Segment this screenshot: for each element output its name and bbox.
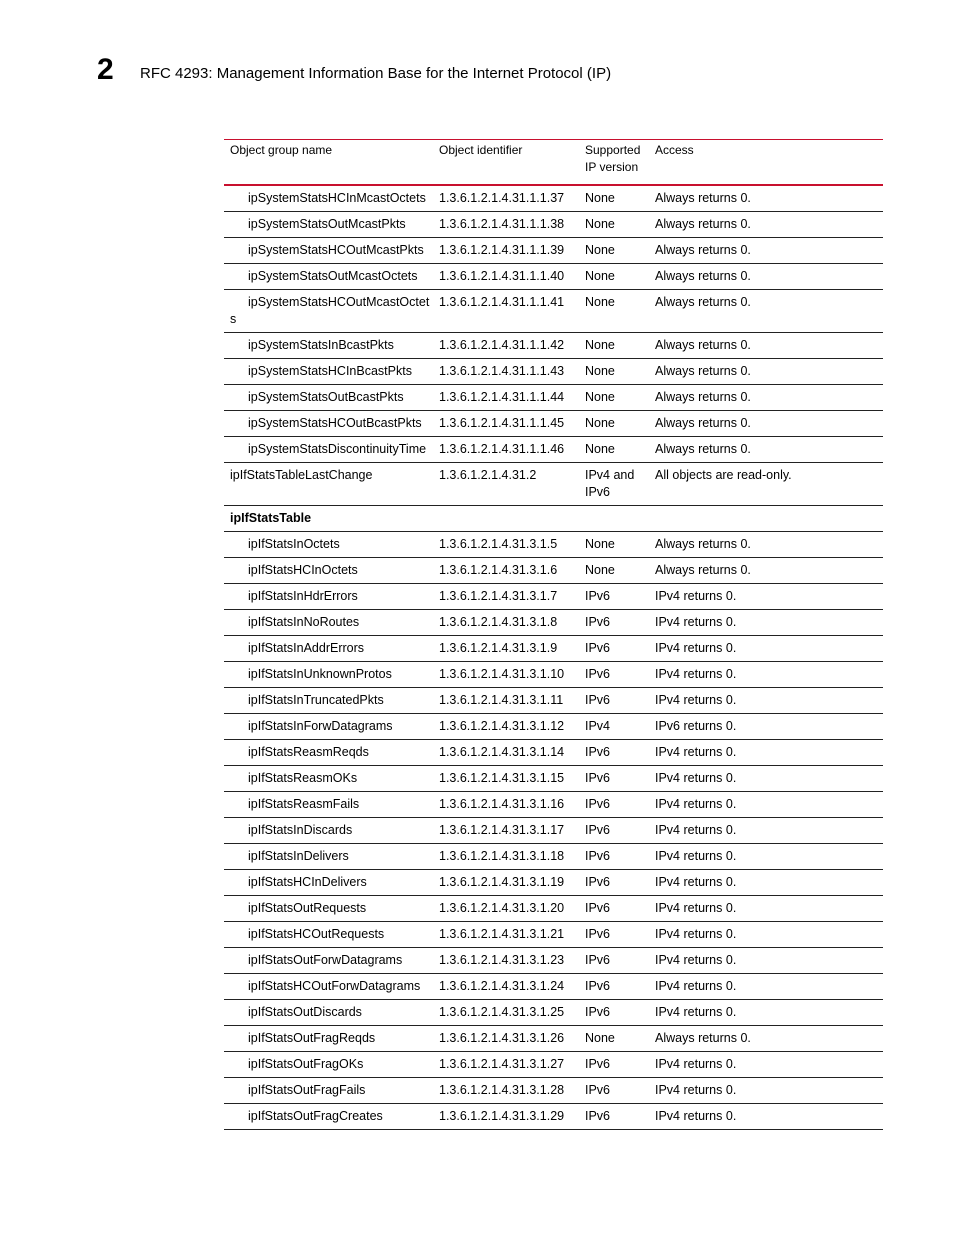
ip-version: None: [579, 385, 649, 411]
table-row: [224, 532, 883, 558]
table-row: [224, 385, 883, 411]
object-identifier: 1.3.6.1.2.1.4.31.3.1.15: [433, 766, 579, 792]
object-identifier: 1.3.6.1.2.1.4.31.3.1.28: [433, 1078, 579, 1104]
object-identifier: 1.3.6.1.2.1.4.31.1.1.45: [433, 411, 579, 437]
object-name: ipSystemStatsHCInMcastOctets: [224, 185, 433, 212]
column-header-ip-version-line2: IP version: [585, 160, 639, 174]
object-name: ipSystemStatsOutBcastPkts: [224, 385, 433, 411]
ip-version: IPv6: [579, 818, 649, 844]
access-text: All objects are read-only.: [649, 463, 883, 506]
table-row: [224, 844, 883, 870]
table-row-group: [224, 463, 883, 506]
object-name: ipSystemStatsOutMcastPkts: [224, 212, 433, 238]
table-section-row: [224, 506, 883, 532]
mib-object-table: [224, 139, 883, 1130]
object-name: ipIfStatsHCOutRequests: [224, 922, 433, 948]
object-name: ipIfStatsInTruncatedPkts: [224, 688, 433, 714]
ip-version: None: [579, 1026, 649, 1052]
object-name: ipIfStatsOutDiscards: [224, 1000, 433, 1026]
access-text: IPv4 returns 0.: [649, 818, 883, 844]
access-text: Always returns 0.: [649, 185, 883, 212]
table-row: [224, 185, 883, 212]
access-text: IPv4 returns 0.: [649, 688, 883, 714]
ip-version: IPv6: [579, 974, 649, 1000]
table-row: [224, 896, 883, 922]
access-text: IPv4 returns 0.: [649, 610, 883, 636]
table-row: [224, 688, 883, 714]
ip-version: IPv6: [579, 870, 649, 896]
object-name: ipSystemStatsHCInBcastPkts: [224, 359, 433, 385]
object-name: ipIfStatsInNoRoutes: [224, 610, 433, 636]
table-row: [224, 290, 883, 333]
table-row: [224, 714, 883, 740]
object-identifier: 1.3.6.1.2.1.4.31.1.1.42: [433, 333, 579, 359]
ip-version: IPv6: [579, 662, 649, 688]
object-name: ipIfStatsOutForwDatagrams: [224, 948, 433, 974]
table-row: [224, 818, 883, 844]
ip-version: None: [579, 238, 649, 264]
object-name: ipIfStatsInHdrErrors: [224, 584, 433, 610]
table-row: [224, 437, 883, 463]
ip-version: IPv6: [579, 610, 649, 636]
ip-version: None: [579, 185, 649, 212]
access-text: IPv4 returns 0.: [649, 662, 883, 688]
access-text: IPv4 returns 0.: [649, 584, 883, 610]
object-name: ipIfStatsInDiscards: [224, 818, 433, 844]
access-text: IPv4 returns 0.: [649, 766, 883, 792]
object-identifier: 1.3.6.1.2.1.4.31.1.1.43: [433, 359, 579, 385]
access-text: IPv4 returns 0.: [649, 636, 883, 662]
object-name: ipSystemStatsHCOutMcastPkts: [224, 238, 433, 264]
access-text: Always returns 0.: [649, 411, 883, 437]
access-text: IPv4 returns 0.: [649, 896, 883, 922]
object-identifier: 1.3.6.1.2.1.4.31.3.1.26: [433, 1026, 579, 1052]
object-name: ipIfStatsTableLastChange: [224, 463, 433, 506]
table-row: [224, 792, 883, 818]
table-row: [224, 1104, 883, 1130]
table-row: [224, 922, 883, 948]
table-body-ipifstats: [224, 532, 883, 1130]
object-name: [224, 290, 433, 333]
object-name: ipSystemStatsOutMcastOctets: [224, 264, 433, 290]
ip-version: None: [579, 264, 649, 290]
ip-version: IPv6: [579, 1000, 649, 1026]
object-name-line2: s: [230, 312, 237, 326]
object-identifier: 1.3.6.1.2.1.4.31.1.1.37: [433, 185, 579, 212]
object-identifier: 1.3.6.1.2.1.4.31.3.1.21: [433, 922, 579, 948]
access-text: IPv4 returns 0.: [649, 1104, 883, 1130]
access-text: IPv4 returns 0.: [649, 1000, 883, 1026]
access-text: IPv4 returns 0.: [649, 922, 883, 948]
table-row: [224, 948, 883, 974]
object-name: ipSystemStatsHCOutBcastPkts: [224, 411, 433, 437]
object-identifier: 1.3.6.1.2.1.4.31.3.1.19: [433, 870, 579, 896]
access-text: IPv4 returns 0.: [649, 792, 883, 818]
table-row: [224, 1000, 883, 1026]
access-text: IPv4 returns 0.: [649, 974, 883, 1000]
object-identifier: 1.3.6.1.2.1.4.31.1.1.44: [433, 385, 579, 411]
ip-version: None: [579, 411, 649, 437]
object-name: ipIfStatsOutFragCreates: [224, 1104, 433, 1130]
access-text: Always returns 0.: [649, 558, 883, 584]
table-row: [224, 662, 883, 688]
object-name: ipIfStatsHCInDelivers: [224, 870, 433, 896]
ip-version: IPv4: [579, 714, 649, 740]
access-text: Always returns 0.: [649, 264, 883, 290]
table-row: [224, 264, 883, 290]
ip-version: IPv6: [579, 766, 649, 792]
ip-version: None: [579, 212, 649, 238]
table-row: [224, 636, 883, 662]
object-identifier: 1.3.6.1.2.1.4.31.1.1.46: [433, 437, 579, 463]
object-identifier: 1.3.6.1.2.1.4.31.3.1.16: [433, 792, 579, 818]
ip-version: None: [579, 290, 649, 333]
object-name: ipIfStatsInUnknownProtos: [224, 662, 433, 688]
object-identifier: 1.3.6.1.2.1.4.31.3.1.7: [433, 584, 579, 610]
object-identifier: 1.3.6.1.2.1.4.31.1.1.40: [433, 264, 579, 290]
object-name: ipIfStatsReasmFails: [224, 792, 433, 818]
object-name: ipIfStatsInAddrErrors: [224, 636, 433, 662]
object-name: ipIfStatsInOctets: [224, 532, 433, 558]
access-text: Always returns 0.: [649, 212, 883, 238]
object-identifier: 1.3.6.1.2.1.4.31.3.1.23: [433, 948, 579, 974]
ip-version: None: [579, 532, 649, 558]
object-identifier: 1.3.6.1.2.1.4.31.3.1.8: [433, 610, 579, 636]
table-row: [224, 870, 883, 896]
object-name: ipIfStatsOutFragFails: [224, 1078, 433, 1104]
column-header-ip-version: [579, 140, 649, 186]
object-name: ipIfStatsOutFragOKs: [224, 1052, 433, 1078]
object-identifier: 1.3.6.1.2.1.4.31.3.1.29: [433, 1104, 579, 1130]
table-row: [224, 411, 883, 437]
section-title-text: ipIfStatsTable: [230, 511, 312, 525]
table-row: [224, 1026, 883, 1052]
object-name: ipSystemStatsInBcastPkts: [224, 333, 433, 359]
ip-version: IPv6: [579, 896, 649, 922]
access-text: IPv4 returns 0.: [649, 740, 883, 766]
object-identifier: 1.3.6.1.2.1.4.31.3.1.5: [433, 532, 579, 558]
object-identifier: 1.3.6.1.2.1.4.31.3.1.24: [433, 974, 579, 1000]
object-name: ipIfStatsHCInOctets: [224, 558, 433, 584]
table-row: [224, 1078, 883, 1104]
object-name: ipIfStatsOutRequests: [224, 896, 433, 922]
access-text: IPv4 returns 0.: [649, 1052, 883, 1078]
ip-version: [579, 463, 649, 506]
column-header-ip-version-line1: Supported: [585, 143, 641, 157]
ip-version: IPv6: [579, 1052, 649, 1078]
object-identifier: 1.3.6.1.2.1.4.31.1.1.38: [433, 212, 579, 238]
table-row: [224, 584, 883, 610]
access-text: IPv4 returns 0.: [649, 844, 883, 870]
table-row: [224, 1052, 883, 1078]
access-text: Always returns 0.: [649, 290, 883, 333]
access-text: Always returns 0.: [649, 333, 883, 359]
access-text: IPv4 returns 0.: [649, 1078, 883, 1104]
object-name: ipIfStatsReasmReqds: [224, 740, 433, 766]
access-text: IPv4 returns 0.: [649, 948, 883, 974]
access-text: Always returns 0.: [649, 359, 883, 385]
table-header-row: [224, 140, 883, 186]
object-identifier: 1.3.6.1.2.1.4.31.3.1.27: [433, 1052, 579, 1078]
ip-version: IPv6: [579, 584, 649, 610]
object-name: ipIfStatsInDelivers: [224, 844, 433, 870]
object-identifier: 1.3.6.1.2.1.4.31.3.1.20: [433, 896, 579, 922]
object-name: ipIfStatsOutFragReqds: [224, 1026, 433, 1052]
table-row: [224, 212, 883, 238]
table-row: [224, 333, 883, 359]
object-identifier: 1.3.6.1.2.1.4.31.3.1.10: [433, 662, 579, 688]
object-identifier: 1.3.6.1.2.1.4.31.3.1.9: [433, 636, 579, 662]
table-row: [224, 558, 883, 584]
ip-version: IPv6: [579, 636, 649, 662]
access-text: Always returns 0.: [649, 437, 883, 463]
ip-version: IPv6: [579, 948, 649, 974]
ip-version-line1: IPv4 and: [585, 468, 635, 482]
column-header-object-identifier: Object identifier: [433, 140, 579, 186]
object-name: ipIfStatsInForwDatagrams: [224, 714, 433, 740]
object-name: ipIfStatsHCOutForwDatagrams: [224, 974, 433, 1000]
table-row: [224, 359, 883, 385]
column-header-access: Access: [649, 140, 883, 186]
access-text: Always returns 0.: [649, 238, 883, 264]
ip-version: IPv6: [579, 1104, 649, 1130]
object-name-line1: ipSystemStatsHCOutMcastOctet: [248, 295, 430, 309]
table-row: [224, 740, 883, 766]
running-title: RFC 4293: Management Information Base for the Internet Protocol (IP): [140, 65, 612, 82]
access-text: Always returns 0.: [649, 1026, 883, 1052]
object-identifier: 1.3.6.1.2.1.4.31.3.1.12: [433, 714, 579, 740]
access-text: IPv6 returns 0.: [649, 714, 883, 740]
ip-version: None: [579, 558, 649, 584]
ip-version: IPv6: [579, 844, 649, 870]
table-row: [224, 610, 883, 636]
access-text: Always returns 0.: [649, 532, 883, 558]
column-header-object-group-name: Object group name: [224, 140, 433, 186]
access-text: Always returns 0.: [649, 385, 883, 411]
object-name: ipIfStatsReasmOKs: [224, 766, 433, 792]
object-identifier: 1.3.6.1.2.1.4.31.3.1.25: [433, 1000, 579, 1026]
object-identifier: 1.3.6.1.2.1.4.31.1.1.41: [433, 290, 579, 333]
object-identifier: 1.3.6.1.2.1.4.31.2: [433, 463, 579, 506]
ip-version: IPv6: [579, 792, 649, 818]
object-identifier: 1.3.6.1.2.1.4.31.3.1.11: [433, 688, 579, 714]
ip-version-line2: IPv6: [585, 485, 611, 499]
access-text: IPv4 returns 0.: [649, 870, 883, 896]
object-identifier: 1.3.6.1.2.1.4.31.3.1.14: [433, 740, 579, 766]
table-row: [224, 766, 883, 792]
chapter-number: 2: [97, 53, 114, 86]
table-row: [224, 238, 883, 264]
ip-version: None: [579, 359, 649, 385]
object-name: ipSystemStatsDiscontinuityTime: [224, 437, 433, 463]
ip-version: IPv6: [579, 922, 649, 948]
ip-version: IPv6: [579, 1078, 649, 1104]
object-identifier: 1.3.6.1.2.1.4.31.1.1.39: [433, 238, 579, 264]
ip-version: None: [579, 333, 649, 359]
ip-version: IPv6: [579, 688, 649, 714]
object-identifier: 1.3.6.1.2.1.4.31.3.1.6: [433, 558, 579, 584]
table-row: [224, 974, 883, 1000]
ip-version: None: [579, 437, 649, 463]
object-identifier: 1.3.6.1.2.1.4.31.3.1.18: [433, 844, 579, 870]
ip-version: IPv6: [579, 740, 649, 766]
section-title: [224, 506, 883, 532]
object-identifier: 1.3.6.1.2.1.4.31.3.1.17: [433, 818, 579, 844]
